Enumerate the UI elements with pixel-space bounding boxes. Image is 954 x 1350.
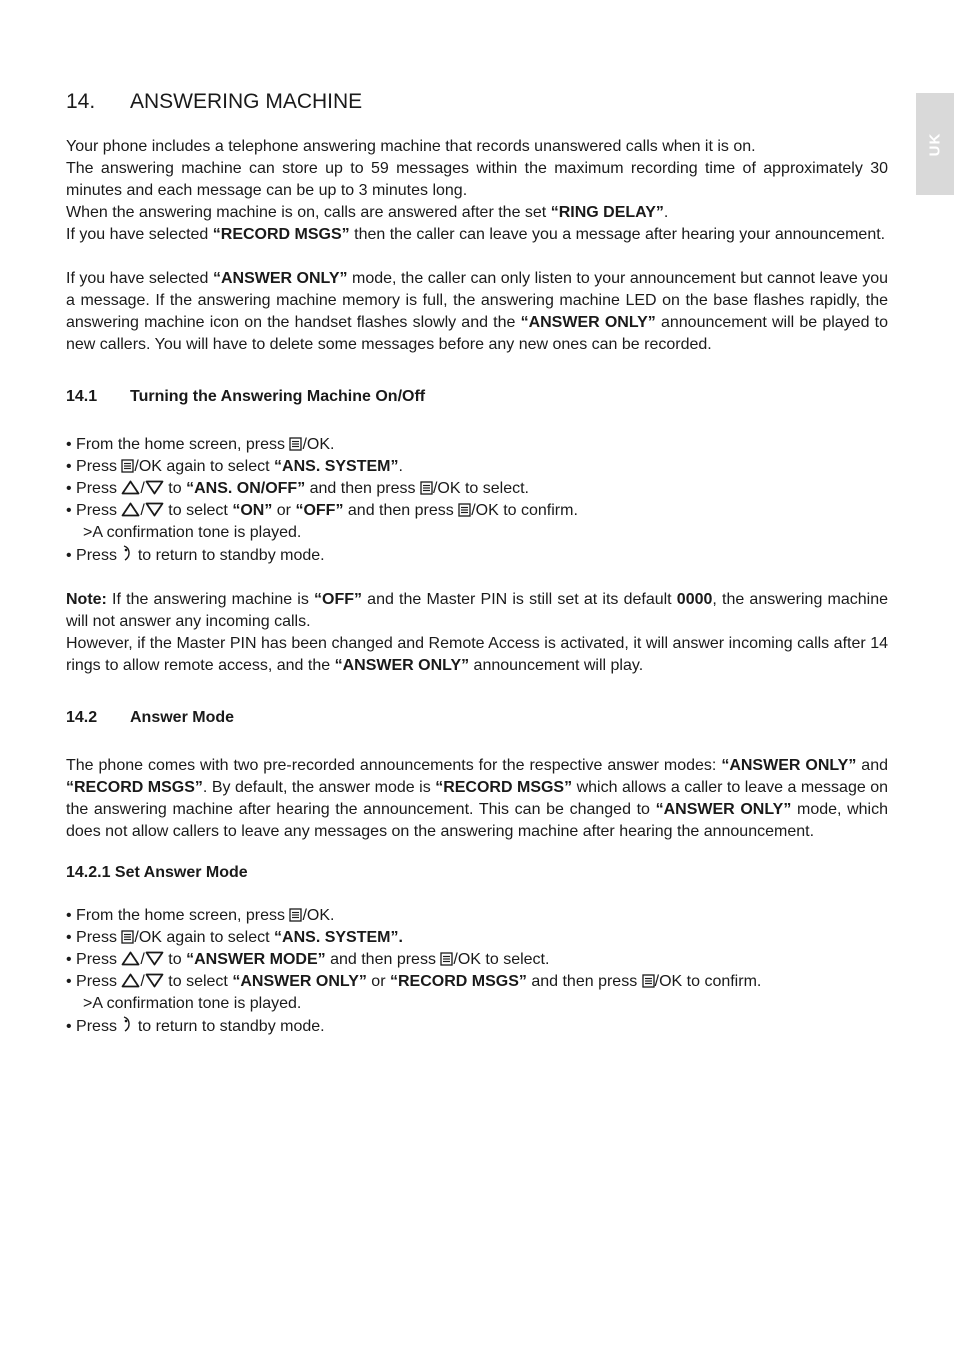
subsection-number: 14.2 bbox=[66, 709, 98, 726]
language-tab-label: UK bbox=[926, 132, 944, 156]
menu-icon bbox=[121, 930, 134, 944]
list-item: • From the home screen, press /OK. bbox=[66, 907, 335, 924]
end-call-icon bbox=[121, 1015, 133, 1033]
subsection-heading-14-2-1: 14.2.1 Set Answer Mode bbox=[66, 864, 248, 881]
subsection-title: Answer Mode bbox=[130, 709, 235, 726]
down-triangle-icon bbox=[145, 973, 164, 988]
list-item: • Press / to select “ON” or “OFF” and then press /OK to confirm. bbox=[66, 502, 578, 519]
intro-paragraph-4: If you have selected “RECORD MSGS” then the caller can leave you a message after hearing your announcement. bbox=[66, 226, 886, 243]
down-triangle-icon bbox=[145, 951, 164, 966]
up-triangle-icon bbox=[121, 973, 140, 988]
list-item: • From the home screen, press /OK. bbox=[66, 436, 335, 453]
list-item: • Press / to “ANSWER MODE” and then press /OK to select. bbox=[66, 951, 550, 968]
intro-paragraph-2: The answering machine can store up to 59 messages within the maximum recording time of approximately 30 minutes and each message can be up to 3 minutes long. bbox=[66, 160, 888, 199]
list-item: • Press /OK again to select “ANS. SYSTEM”. bbox=[66, 458, 403, 475]
section-number: 14. bbox=[66, 90, 96, 113]
end-call-icon bbox=[121, 544, 133, 562]
list-item: • Press / to select “ANSWER ONLY” or “RECORD MSGS” and then press /OK to confirm. bbox=[66, 973, 762, 990]
list-item: >A confirmation tone is played. bbox=[83, 995, 302, 1012]
down-triangle-icon bbox=[145, 480, 164, 495]
subsection-heading-14-1 bbox=[66, 386, 888, 408]
list-item: • Press to return to standby mode. bbox=[66, 1015, 888, 1038]
menu-icon bbox=[420, 481, 433, 495]
menu-icon bbox=[289, 908, 302, 922]
steps-14-1 bbox=[66, 434, 888, 567]
steps-14-2-1 bbox=[66, 905, 888, 1038]
note-paragraph-2: However, if the Master PIN has been changed and Remote Access is activated, it will answer incoming calls after 14 rings to allow remote access, and the “ANSWER ONLY” announcement will play. bbox=[66, 635, 888, 674]
up-triangle-icon bbox=[121, 502, 140, 517]
subsection-number: 14.1 bbox=[66, 388, 98, 405]
note-paragraph: Note: If the answering machine is “OFF” and the Master PIN is still set at its default 0000, the answering machine will not answer any incoming calls. bbox=[66, 591, 888, 630]
menu-icon bbox=[121, 459, 134, 473]
subsection-heading-14-2 bbox=[66, 707, 888, 729]
up-triangle-icon bbox=[121, 480, 140, 495]
up-triangle-icon bbox=[121, 951, 140, 966]
list-item: >A confirmation tone is played. bbox=[83, 524, 302, 541]
menu-icon bbox=[289, 437, 302, 451]
list-item: • Press to return to standby mode. bbox=[66, 544, 888, 567]
menu-icon bbox=[440, 952, 453, 966]
list-item: • Press /OK again to select “ANS. SYSTEM”. bbox=[66, 929, 403, 946]
answer-mode-paragraph: The phone comes with two pre-recorded announcements for the respective answer modes: “ANSWER ONLY” and “RECORD MSGS”. By default, the answer mode is “RECORD MSGS” which allows a caller to leave a message on the answering machine after hearing the announcement. This can be changed to “ANSWER ONLY” mode, which does not allow callers to leave any messages on the answering machine after hearing the announcement. bbox=[66, 757, 889, 840]
down-triangle-icon bbox=[145, 502, 164, 517]
intro bbox=[66, 136, 888, 356]
language-tab bbox=[916, 93, 954, 195]
list-item: • Press / to “ANS. ON/OFF” and then press /OK to select. bbox=[66, 480, 529, 497]
intro-paragraph-5: If you have selected “ANSWER ONLY” mode, the caller can only listen to your announcement but cannot leave you a message. If the answering machine memory is full, the answering machine LED on the base flashes rapidly, the answering machine icon on the handset flashes slowly and the “ANSWER ONLY” announcement will be played to new callers. You will have to delete some messages before any new ones can be recorded. bbox=[66, 270, 889, 353]
subsection-title: Turning the Answering Machine On/Off bbox=[130, 388, 426, 405]
intro-paragraph-3: When the answering machine is on, calls are answered after the set “RING DELAY”. bbox=[66, 204, 669, 221]
menu-icon bbox=[642, 974, 655, 988]
page-content bbox=[66, 88, 888, 1038]
menu-icon bbox=[458, 503, 471, 517]
section-title: ANSWERING MACHINE bbox=[130, 90, 363, 113]
section-heading bbox=[66, 88, 888, 116]
intro-paragraph-1: Your phone includes a telephone answering machine that records unanswered calls when it is on. bbox=[66, 138, 756, 155]
